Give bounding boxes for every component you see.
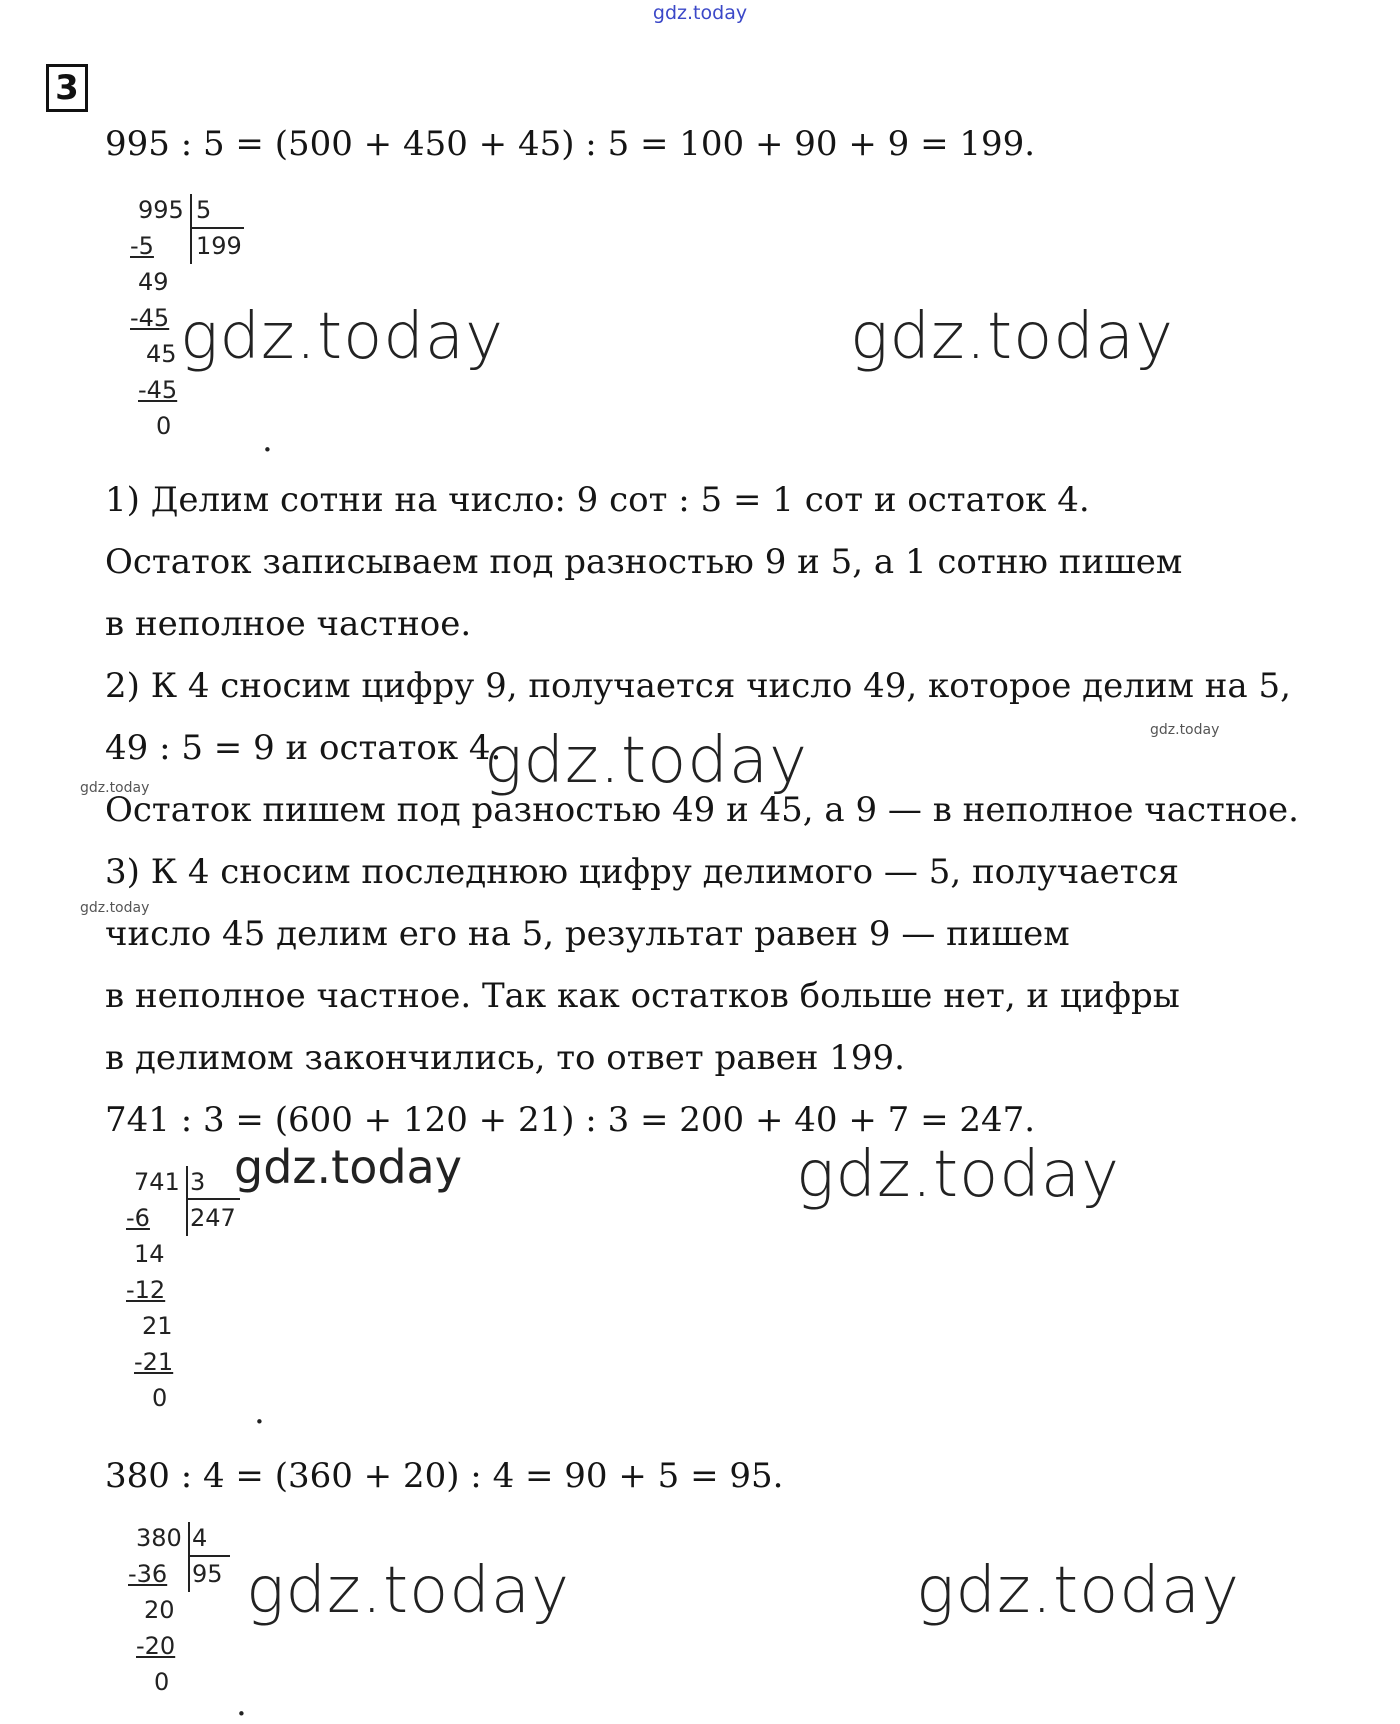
divisor: 4 (192, 1524, 208, 1552)
watermark-small: gdz.today (80, 900, 150, 916)
watermark: gdz.today (180, 300, 504, 374)
watermark-small: gdz.today (80, 780, 150, 796)
trailing-dot: . (236, 1684, 247, 1724)
equation-3: 380 : 4 = (360 + 20) : 4 = 90 + 5 = 95. (105, 1456, 784, 1496)
watermark: gdz.today (796, 1138, 1120, 1212)
step: -36 (128, 1560, 168, 1588)
step: -12 (126, 1276, 166, 1304)
dividend: 741 (134, 1168, 180, 1196)
step: -20 (136, 1632, 176, 1660)
watermark: gdz.today (234, 1140, 462, 1194)
quotient: 199 (196, 232, 242, 260)
step: -6 (126, 1204, 150, 1232)
quotient: 95 (192, 1560, 223, 1588)
watermark: gdz.today (916, 1554, 1240, 1628)
step: 0 (152, 1384, 168, 1412)
top-watermark: gdz.today (652, 2, 748, 24)
text-line: в неполное частное. (105, 604, 472, 644)
text-line: Остаток пишем под разностью 49 и 45, а 9 — в неполное частное. (105, 790, 1299, 830)
text-line: в неполное частное. Так как остатков больше нет, и цифры (105, 976, 1180, 1016)
divisor: 5 (196, 196, 212, 224)
text-line: 2) К 4 сносим цифру 9, получается число 49, которое делим на 5, (105, 666, 1291, 706)
divisor: 3 (190, 1168, 206, 1196)
text-line: число 45 делим его на 5, результат равен 9 — пишем (105, 914, 1070, 954)
step: -45 (130, 304, 170, 332)
step: -45 (138, 376, 178, 404)
trailing-dot: . (262, 420, 273, 460)
text-line: 49 : 5 = 9 и остаток 4. (105, 728, 502, 768)
watermark-small: gdz.today (1150, 722, 1220, 738)
text-line: Остаток записываем под разностью 9 и 5, а 1 сотню пишем (105, 542, 1183, 582)
watermark: gdz.today (246, 1554, 570, 1628)
step: 14 (134, 1240, 165, 1268)
text-line: 3) К 4 сносим последнюю цифру делимого — 5, получается (105, 852, 1179, 892)
task-number-box: 3 (46, 64, 88, 112)
equation-2: 741 : 3 = (600 + 120 + 21) : 3 = 200 + 40 + 7 = 247. (105, 1100, 1036, 1140)
step: 21 (142, 1312, 173, 1340)
watermark: gdz.today (850, 300, 1174, 374)
trailing-dot: . (254, 1392, 265, 1432)
text-line: 1) Делим сотни на число: 9 сот : 5 = 1 сот и остаток 4. (105, 480, 1090, 520)
step: 49 (138, 268, 169, 296)
step: 45 (146, 340, 177, 368)
dividend: 380 (136, 1524, 182, 1552)
text-line: в делимом закончились, то ответ равен 199. (105, 1038, 905, 1078)
watermark: gdz.today (484, 724, 808, 798)
quotient: 247 (190, 1204, 236, 1232)
step: -5 (130, 232, 154, 260)
step: -21 (134, 1348, 174, 1376)
step: 0 (156, 412, 172, 440)
step: 20 (144, 1596, 175, 1624)
equation-1: 995 : 5 = (500 + 450 + 45) : 5 = 100 + 90 + 9 = 199. (105, 124, 1036, 164)
dividend: 995 (138, 196, 184, 224)
step: 0 (154, 1668, 170, 1696)
